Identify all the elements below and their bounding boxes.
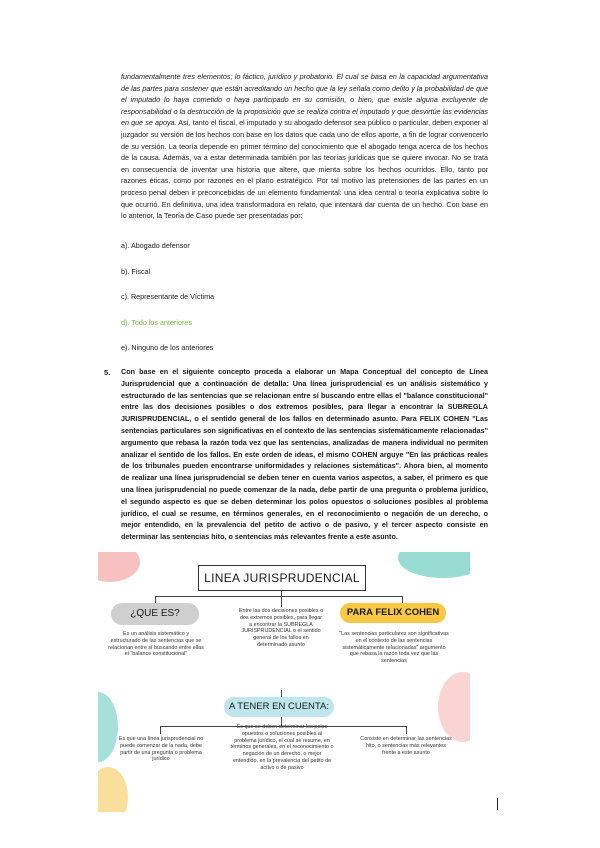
intro-italic-text: fundamentalmente tres elementos; lo fáctico, jurídico y probatorio. El cual se basa en la capacidad argumentativa de las partes para sostener que están acreditando un hecho que la ley señala como delito y la probabilidad de que el imputado lo haya cometido o haya participado en su comisión, o bien, que existe alguna excluyente de responsabilidad o la destrucción de la proposición que se realiza contra el imputado y que desvirtúe las evidencias en que se apoya. [121, 72, 488, 128]
felix-cohen-text: "Las sentencias particulares son significativas en el contexto de las sentencias sistemáticamente relacionadas" argumento que rebasa la razón toda vez que las sentencias [339, 631, 449, 665]
connector-right-down [402, 596, 403, 603]
connector-bottom-right [406, 726, 407, 734]
option-c: c). Representante de Víctima [121, 292, 215, 301]
node-que-es: ¿QUE ES? [111, 603, 199, 625]
map-title: LINEA JURISPRUDENCIAL [198, 565, 366, 591]
tener-left-text: Es que una línea jurisprudencial no puede comenzar de la nada, debe partir de una pregunta o problema jurídico [118, 736, 204, 763]
option-d-correct: d). Todo los anteriores [121, 318, 192, 327]
node-tener-en-cuenta: A TENER EN CUENTA: [224, 697, 334, 717]
connector-tc-up [281, 690, 282, 697]
connector-top-h [155, 596, 402, 597]
node-felix-cohen: PARA FELIX COHEN [340, 603, 446, 623]
intro-paragraph [121, 71, 488, 222]
que-es-text: Es un análisis sistemático y estructurado de las sentencias que se relacionan entre sí buscando entre ellas el "balance constitucional" [108, 631, 204, 658]
connector-bottom-left [160, 726, 161, 734]
question-number: 5. [104, 368, 111, 377]
question-5-text: Con base en el siguiente concepto proceda a elaborar un Mapa Conceptual del concepto de Línea Jurisprudencial que a continuación de detalla: Una línea jurisprudencial es un análisis sistemático y estructurado de las sentencias que se relacionan entre sí buscando entre ellas el "balance constitucional" entre las dos decisiones posibles o dos extremos posibles, para llegar a encontrar la SUBREGLA JURISPRUDENCIAL, o el sentido general de los fallos en determinado asunto. Para FELIX COHEN "Las sentencias particulares son significativas en el contexto de las sentencias sistemáticamente relacionadas" argumento que rebasa la razón toda vez que las sentencias, analizadas de manera individual no permiten analizar el sentido de los fallos. En este orden de ideas, el mismo COHEN arguye "En las prácticas reales de los tribunales pueden encontrarse uniformidades y relaciones sistemáticas". Ahora bien, al momento de realizar una línea jurisprudencial se deben tener en cuenta varios aspectos, a saber, el primero es que una línea jurisprudencial no puede comenzar de la nada, debe partir de una pregunta o problema jurídico, el segundo aspecto es que se deben determinar los polos opuestos o soluciones posibles al problema jurídico, el cual se resume, en términos generales, en el reconocimiento o negación de un derecho, o mejor entendido, en la prevalencia del petito de activo o de pasivo, y el tercer aspecto consiste en determinar las sentencias hito, o sentencias más relevantes frente a este asunto. [121, 367, 488, 542]
option-e: e). Ninguno de los anteriores [121, 343, 214, 352]
option-b: b). Fiscal [121, 267, 151, 276]
decor-blob-yellow [98, 767, 128, 812]
decor-blob-pink [98, 552, 140, 582]
option-a: a). Abogado defensor [121, 241, 190, 250]
decor-blob-teal [398, 552, 470, 578]
center-text: Entre las dos decisiones posibles o dos extremos posibles, para llegar a encontrar la SUBREGLA JURISPRUDENCIAL o el sentido general de los fallos en determinado asunto [238, 608, 324, 648]
tener-right-text: Consiste en determinar las sentencias hito, o sentencias más relevantes frente a este asunto [360, 736, 452, 756]
connector-center-down [281, 596, 282, 607]
decor-blob-teal-left [98, 692, 118, 762]
connector-left-down [155, 596, 156, 603]
intro-normal-text: Así, tanto el fiscal, el imputado y su abogado defensor sea público o particular, deben exponer al juzgador su versión de los hechos con base en los datos que cada uno de ellos aporte, a fin de lograr convencerlo de su versión. La teoría depende en primer término del conocimiento que el abogado tenga acerca de los hechos de la causa. Además, va a estar determinada también por las teorías jurídicas que se quiere invocar. No se trata en consecuencia de inventar una historia que altere, que mienta sobre los hechos ocurridos. Ello, tanto por razones éticas, como por razones en el plano estratégico. Por tal motivo las pretensiones de las partes en un proceso penal deben ir preconcebidas de un elemento fundamental: una idea central o teoría explicativa sobre lo que ocurrió. En definitiva, una idea transformadora en relato, que intentará dar cuenta de un hecho. Con base en lo anterior, la Teoría de Caso puede ser presentadas por: [121, 118, 488, 221]
decor-blob-pink-right [438, 672, 470, 742]
text-cursor [497, 798, 498, 810]
tener-middle-text: Es que se deben determinar los polos opuestos o soluciones posibles al problema jurídico, el cual se resume, en términos generales, en el reconocimiento o negación de un derecho, o mejor entendido, en la prevalencia del petito de activo o de pasivo [230, 724, 334, 771]
concept-map [98, 552, 470, 812]
